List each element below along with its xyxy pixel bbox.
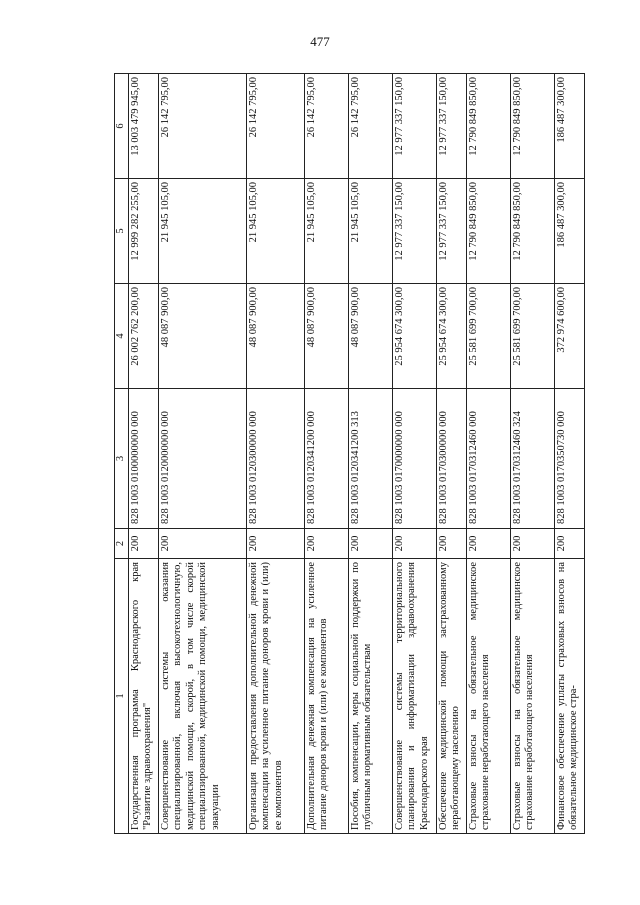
row-sum-1: 25 954 674 300,00 bbox=[436, 284, 466, 389]
row-sum-3: 12 977 337 150,00 bbox=[436, 74, 466, 179]
row-code: 828 1003 0170300000 000 bbox=[436, 389, 466, 529]
rotated-table-wrapper bbox=[114, 74, 579, 834]
row-sum-2: 12 790 849 850,00 bbox=[466, 179, 510, 284]
row-sum-2: 186 487 300,00 bbox=[554, 179, 584, 284]
row-sum-1: 48 087 900,00 bbox=[158, 284, 246, 389]
row-name: Обеспечение медицинской помощи застрахованному неработающему населению bbox=[436, 559, 466, 834]
col-header-3: 3 bbox=[115, 389, 129, 529]
table-row bbox=[304, 74, 348, 834]
row-admin: 200 bbox=[128, 529, 158, 559]
row-name: Организация предоставления дополнительной денежной компенсации на усиленное питание доноров крови и (или) ее компонентов bbox=[246, 559, 304, 834]
row-sum-3: 12 977 337 150,00 bbox=[392, 74, 436, 179]
row-code: 828 1003 0120341200 000 bbox=[304, 389, 348, 529]
header-row bbox=[115, 74, 129, 834]
row-admin: 200 bbox=[158, 529, 246, 559]
row-sum-3: 12 790 849 850,00 bbox=[510, 74, 554, 179]
row-name: Страховые взносы на обязательное медицинское страхование неработающего населения bbox=[466, 559, 510, 834]
page-number: 477 bbox=[310, 34, 330, 49]
row-sum-1: 25 954 674 300,00 bbox=[392, 284, 436, 389]
row-admin: 200 bbox=[348, 529, 392, 559]
row-sum-3: 26 142 795,00 bbox=[158, 74, 246, 179]
row-code: 828 1003 0170350730 000 bbox=[554, 389, 584, 529]
row-code: 828 1003 0170312460 324 bbox=[510, 389, 554, 529]
col-header-1: 1 bbox=[115, 559, 129, 834]
row-sum-3: 12 790 849 850,00 bbox=[466, 74, 510, 179]
table-row bbox=[436, 74, 466, 834]
row-name: Совершенствование системы территориального планирования и информатизации здравоохранения Краснодарского края bbox=[392, 559, 436, 834]
row-name: Страховые взносы на обязательное медицинское страхование неработающего населения bbox=[510, 559, 554, 834]
row-admin: 200 bbox=[392, 529, 436, 559]
row-admin: 200 bbox=[554, 529, 584, 559]
row-sum-2: 21 945 105,00 bbox=[158, 179, 246, 284]
table-row bbox=[510, 74, 554, 834]
row-code: 828 1003 0170312460 000 bbox=[466, 389, 510, 529]
row-sum-1: 26 002 762 200,00 bbox=[128, 284, 158, 389]
table-row bbox=[128, 74, 158, 834]
table-row bbox=[348, 74, 392, 834]
row-name: Пособия, компенсации, меры социальной поддержки по публичным нормативным обязательствам bbox=[348, 559, 392, 834]
row-code: 828 1003 0120300000 000 bbox=[246, 389, 304, 529]
row-sum-2: 21 945 105,00 bbox=[304, 179, 348, 284]
row-name: Финансовое обеспечение уплаты страховых взносов на обязательное медицинское стра- bbox=[554, 559, 584, 834]
table-row bbox=[158, 74, 246, 834]
table-row bbox=[466, 74, 510, 834]
row-sum-3: 186 487 300,00 bbox=[554, 74, 584, 179]
row-sum-1: 48 087 900,00 bbox=[304, 284, 348, 389]
table-row bbox=[392, 74, 436, 834]
row-sum-2: 21 945 105,00 bbox=[246, 179, 304, 284]
row-sum-1: 48 087 900,00 bbox=[348, 284, 392, 389]
table-row bbox=[246, 74, 304, 834]
row-sum-2: 21 945 105,00 bbox=[348, 179, 392, 284]
row-name: Государственная программа Краснодарского края "Развитие здравоохранения" bbox=[128, 559, 158, 834]
row-sum-3: 26 142 795,00 bbox=[304, 74, 348, 179]
col-header-2: 2 bbox=[115, 529, 129, 559]
row-sum-1: 372 974 600,00 bbox=[554, 284, 584, 389]
row-sum-3: 13 003 479 945,00 bbox=[128, 74, 158, 179]
row-sum-1: 25 581 699 700,00 bbox=[466, 284, 510, 389]
row-code: 828 1003 0120341200 313 bbox=[348, 389, 392, 529]
row-sum-2: 12 977 337 150,00 bbox=[436, 179, 466, 284]
row-admin: 200 bbox=[436, 529, 466, 559]
row-sum-2: 12 977 337 150,00 bbox=[392, 179, 436, 284]
col-header-5: 5 bbox=[115, 179, 129, 284]
budget-table bbox=[114, 73, 585, 834]
row-sum-2: 12 790 849 850,00 bbox=[510, 179, 554, 284]
row-sum-3: 26 142 795,00 bbox=[348, 74, 392, 179]
row-sum-1: 25 581 699 700,00 bbox=[510, 284, 554, 389]
row-code: 828 1003 0170000000 000 bbox=[392, 389, 436, 529]
row-sum-1: 48 087 900,00 bbox=[246, 284, 304, 389]
row-admin: 200 bbox=[466, 529, 510, 559]
row-admin: 200 bbox=[510, 529, 554, 559]
row-code: 828 1003 0120000000 000 bbox=[158, 389, 246, 529]
col-header-6: 6 bbox=[115, 74, 129, 179]
row-admin: 200 bbox=[246, 529, 304, 559]
row-admin: 200 bbox=[304, 529, 348, 559]
table-row bbox=[554, 74, 584, 834]
col-header-4: 4 bbox=[115, 284, 129, 389]
row-name: Дополнительная денежная компенсация на усиленное питание доноров крови и (или) ее компонентов bbox=[304, 559, 348, 834]
row-name: Совершенствование системы оказания специализированной, включая высокотехнологичную, медицинской помощи, скорой, в том числе скорой специализированной, медицинской помощи, медицинской эвакуации bbox=[158, 559, 246, 834]
row-sum-3: 26 142 795,00 bbox=[246, 74, 304, 179]
row-code: 828 1003 0100000000 000 bbox=[128, 389, 158, 529]
row-sum-2: 12 999 282 255,00 bbox=[128, 179, 158, 284]
